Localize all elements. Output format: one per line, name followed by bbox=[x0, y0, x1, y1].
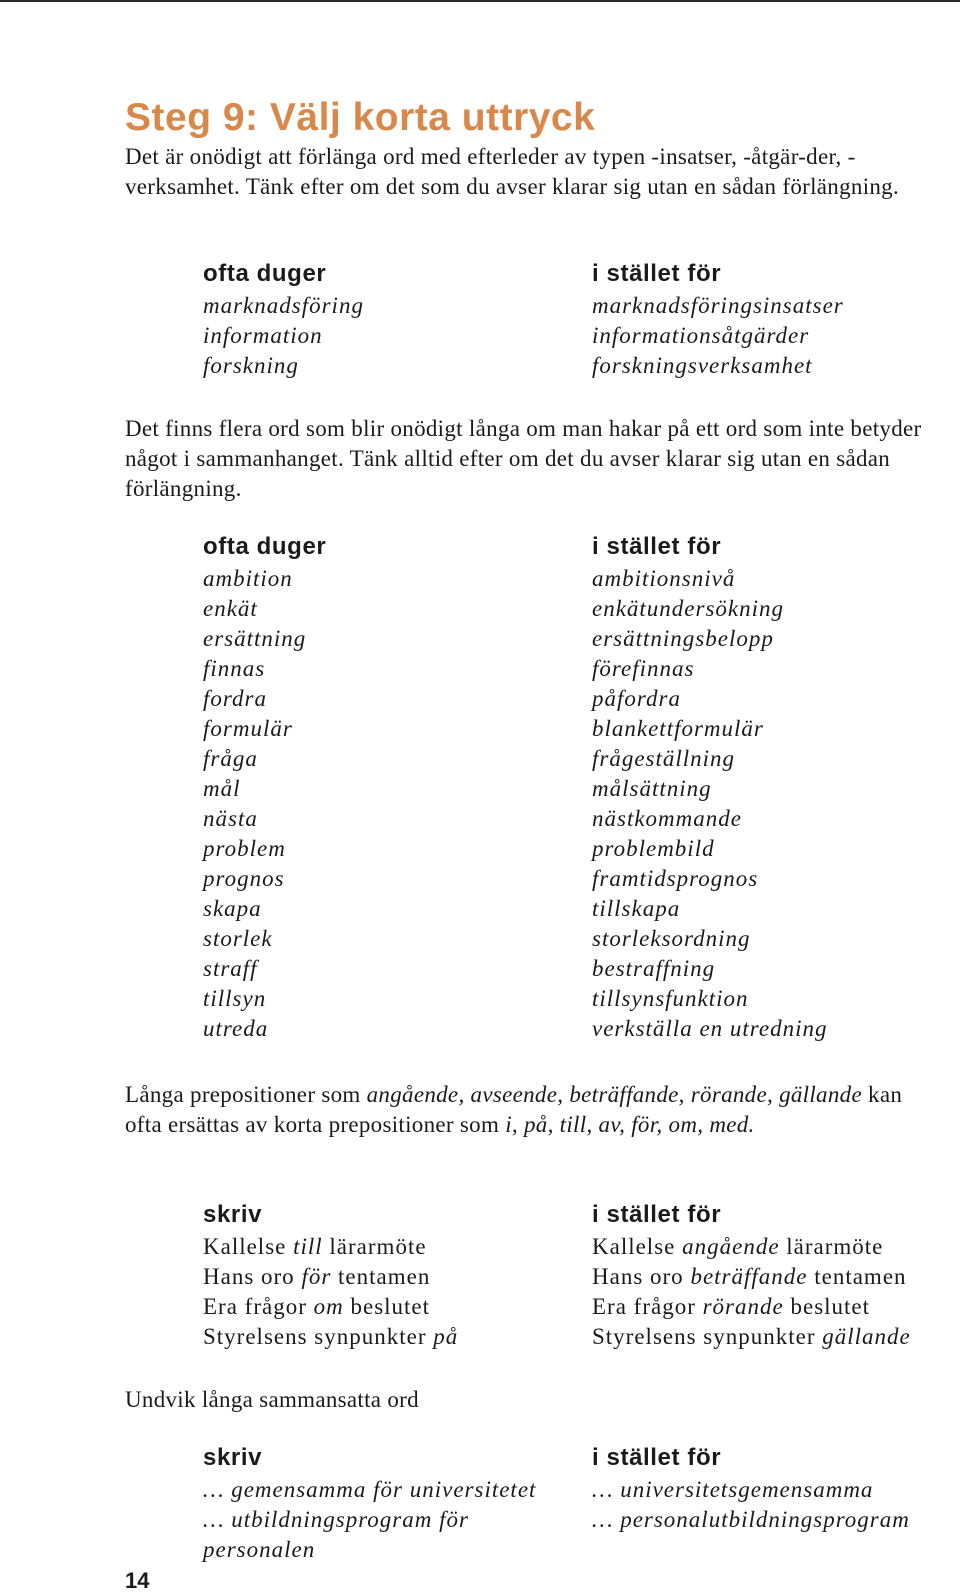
row-preposition: gällande bbox=[822, 1324, 911, 1349]
table2-right-item: ambitionsnivå bbox=[592, 566, 736, 591]
table3-right-item bbox=[592, 1322, 911, 1352]
table4-right-column bbox=[592, 1443, 910, 1535]
table3-right-item bbox=[592, 1292, 911, 1322]
table3-right-column bbox=[592, 1200, 911, 1352]
intro3-italic-prepositions: angående, avseende, beträffande, rörande, gällande bbox=[366, 1082, 862, 1107]
table2-right-item: bestraffning bbox=[592, 956, 716, 981]
row-text: Hans oro bbox=[203, 1264, 302, 1289]
table2-left-item: tillsyn bbox=[203, 986, 267, 1011]
table2-right-item: problembild bbox=[592, 836, 715, 861]
row-preposition: till bbox=[293, 1234, 323, 1259]
table1-left-item: forskning bbox=[203, 353, 299, 378]
table2-right-item: framtidsprognos bbox=[592, 866, 759, 891]
intro-paragraph-1: Det är onödigt att förlänga ord med efterleder av typen -insatser, -åtgär-der, -verksamhet. Tänk efter om det som du avser klarar sig utan en sådan förlängning. bbox=[125, 144, 900, 199]
row-preposition: på bbox=[433, 1324, 459, 1349]
table4-right-item: … personalutbildningsprogram bbox=[592, 1507, 910, 1532]
table1-left-column bbox=[203, 259, 364, 381]
table2-left-item: problem bbox=[203, 836, 286, 861]
row-text: lärarmöte bbox=[779, 1234, 884, 1259]
table2-right-item: tillskapa bbox=[592, 896, 681, 921]
row-text: Kallelse bbox=[592, 1234, 683, 1259]
table1-left-header: ofta duger bbox=[203, 260, 327, 287]
table2-right-column bbox=[592, 532, 828, 1044]
table1-right-item: forskningsverksamhet bbox=[592, 353, 813, 378]
table3-left-item bbox=[203, 1322, 458, 1352]
table3-left-item bbox=[203, 1292, 458, 1322]
table2-left-item: nästa bbox=[203, 806, 258, 831]
table1-right-header: i stället för bbox=[592, 260, 722, 287]
table3-left-column bbox=[203, 1200, 458, 1352]
row-preposition: rörande bbox=[702, 1294, 784, 1319]
table2-left-item: straff bbox=[203, 956, 258, 981]
table2-right-item: påfordra bbox=[592, 686, 681, 711]
row-text: Styrelsens synpunkter bbox=[592, 1324, 823, 1349]
table3-right-header: i stället för bbox=[592, 1201, 722, 1228]
row-text: beslutet bbox=[783, 1294, 871, 1319]
table2-right-item: storleksordning bbox=[592, 926, 751, 951]
row-text: Era frågor bbox=[592, 1294, 703, 1319]
table2-left-item: prognos bbox=[203, 866, 285, 891]
row-preposition: angående bbox=[682, 1234, 780, 1259]
row-text: Styrelsens synpunkter bbox=[203, 1324, 434, 1349]
table2-left-header: ofta duger bbox=[203, 533, 327, 560]
table3-left-item bbox=[203, 1262, 458, 1292]
row-text: Era frågor bbox=[203, 1294, 314, 1319]
table1-right-item: informationsåtgärder bbox=[592, 323, 810, 348]
table2-left-item: formulär bbox=[203, 716, 293, 741]
row-text: Kallelse bbox=[203, 1234, 294, 1259]
table2-left-item: enkät bbox=[203, 596, 258, 621]
table4-right-header: i stället för bbox=[592, 1444, 722, 1471]
table2-left-item: fordra bbox=[203, 686, 267, 711]
section-title: Steg 9: Välj korta uttryck bbox=[125, 96, 596, 139]
table1-right-column bbox=[592, 259, 844, 381]
intro3-text: Långa prepositioner som bbox=[125, 1082, 367, 1107]
table2-left-item: ambition bbox=[203, 566, 293, 591]
table2-left-item: ersättning bbox=[203, 626, 307, 651]
table2-left-item: finnas bbox=[203, 656, 266, 681]
row-text: beslutet bbox=[343, 1294, 431, 1319]
table2-right-item: förefinnas bbox=[592, 656, 695, 681]
intro-paragraph-4: Undvik långa sammansatta ord bbox=[125, 1387, 419, 1412]
table4-left-item: … gemensamma för universitetet bbox=[203, 1477, 537, 1502]
intro-paragraph-3 bbox=[125, 1080, 945, 1140]
row-text: tentamen bbox=[331, 1264, 431, 1289]
table4-right-item: … universitetsgemensamma bbox=[592, 1477, 874, 1502]
table3-right-item bbox=[592, 1262, 911, 1292]
table2-right-item: tillsynsfunktion bbox=[592, 986, 749, 1011]
table2-right-item: enkätundersökning bbox=[592, 596, 785, 621]
table2-right-item: nästkommande bbox=[592, 806, 742, 831]
row-text: tentamen bbox=[807, 1264, 907, 1289]
intro3-text: kan ofta ersättas av korta prepositioner som bbox=[125, 1082, 903, 1137]
table2-right-item: ersättningsbelopp bbox=[592, 626, 774, 651]
table1-right-item: marknadsföringsinsatser bbox=[592, 293, 844, 318]
table3-left-item bbox=[203, 1232, 458, 1262]
table2-right-header: i stället för bbox=[592, 533, 722, 560]
row-preposition: för bbox=[301, 1264, 332, 1289]
table2-right-item: frågeställning bbox=[592, 746, 736, 771]
table1-left-item: information bbox=[203, 323, 323, 348]
row-text: lärarmöte bbox=[322, 1234, 427, 1259]
table1-left-item: marknadsföring bbox=[203, 293, 364, 318]
table4-left-header: skriv bbox=[203, 1444, 263, 1471]
table4-left-item: personalen bbox=[203, 1537, 316, 1562]
table2-left-item: mål bbox=[203, 776, 241, 801]
table2-left-column bbox=[203, 532, 326, 1044]
row-preposition: beträffande bbox=[690, 1264, 808, 1289]
table2-right-item: verkställa en utredning bbox=[592, 1016, 828, 1041]
table4-left-item: … utbildningsprogram för bbox=[203, 1507, 469, 1532]
table3-left-header: skriv bbox=[203, 1201, 263, 1228]
table2-right-item: blankettformulär bbox=[592, 716, 764, 741]
intro3-italic-short-prepositions: i, på, till, av, för, om, med. bbox=[505, 1112, 755, 1137]
page-number: 14 bbox=[125, 1568, 150, 1593]
intro-paragraph-2: Det finns flera ord som blir onödigt långa om man hakar på ett ord som inte betyder något i sammanhanget. Tänk alltid efter om det du avser klarar sig utan en sådan förlängning. bbox=[125, 416, 922, 501]
row-preposition: om bbox=[313, 1294, 344, 1319]
table2-right-item: målsättning bbox=[592, 776, 712, 801]
table2-left-item: fråga bbox=[203, 746, 258, 771]
top-rule bbox=[0, 0, 960, 2]
table2-left-item: storlek bbox=[203, 926, 273, 951]
table3-right-item bbox=[592, 1232, 911, 1262]
table4-left-column bbox=[203, 1443, 536, 1565]
table2-left-item: skapa bbox=[203, 896, 262, 921]
row-text: Hans oro bbox=[592, 1264, 691, 1289]
table2-left-item: utreda bbox=[203, 1016, 269, 1041]
